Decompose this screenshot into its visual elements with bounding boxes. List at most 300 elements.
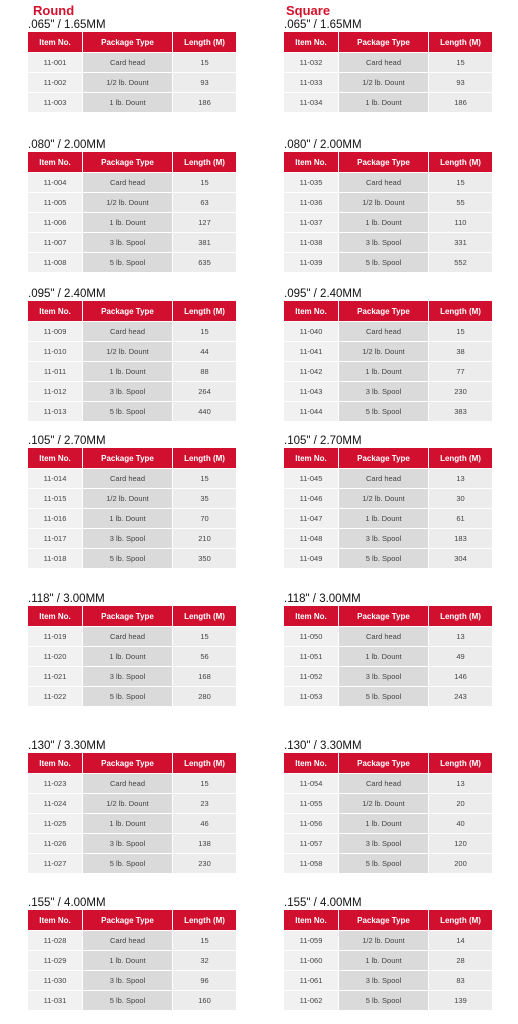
item-no-cell: 11-035	[284, 172, 338, 192]
table-row	[284, 172, 492, 192]
length-cell: 32	[173, 950, 236, 970]
length-header: Length (M)	[429, 448, 492, 468]
item-no-header: Item No.	[28, 152, 82, 172]
package-type-cell: 1/2 lb. Dount	[83, 793, 172, 813]
package-type-cell: 5 lb. Spool	[83, 990, 172, 1010]
package-type-cell: 1 lb. Dount	[83, 950, 172, 970]
table-row	[284, 72, 492, 92]
size-label: .118" / 3.00MM	[284, 593, 361, 605]
length-cell: 38	[429, 341, 492, 361]
table-row	[284, 488, 492, 508]
table-row	[284, 666, 492, 686]
length-cell: 77	[429, 361, 492, 381]
package-type-cell: Card head	[83, 773, 172, 793]
item-no-header: Item No.	[284, 152, 338, 172]
package-type-header: Package Type	[339, 448, 428, 468]
length-cell: 264	[173, 381, 236, 401]
table-row	[28, 646, 236, 666]
item-no-header: Item No.	[28, 753, 82, 773]
square-section-3	[284, 435, 492, 568]
package-type-cell: Card head	[83, 626, 172, 646]
table-row	[28, 853, 236, 873]
table-row	[284, 773, 492, 793]
package-type-header: Package Type	[339, 152, 428, 172]
item-no-cell: 11-005	[28, 192, 82, 212]
item-no-cell: 11-007	[28, 232, 82, 252]
length-header: Length (M)	[173, 152, 236, 172]
length-cell: 15	[429, 321, 492, 341]
table-row	[28, 252, 236, 272]
length-cell: 243	[429, 686, 492, 706]
package-type-header: Package Type	[339, 910, 428, 930]
package-type-cell: 1 lb. Dount	[83, 212, 172, 232]
length-cell: 15	[173, 626, 236, 646]
package-type-cell: 1/2 lb. Dount	[339, 930, 428, 950]
table-row	[28, 381, 236, 401]
item-no-header: Item No.	[284, 301, 338, 321]
item-no-cell: 11-012	[28, 381, 82, 401]
square-section-6	[284, 897, 492, 1010]
table-row	[284, 548, 492, 568]
table-row	[284, 930, 492, 950]
package-type-cell: 3 lb. Spool	[83, 381, 172, 401]
item-no-cell: 11-042	[284, 361, 338, 381]
package-type-cell: 5 lb. Spool	[83, 686, 172, 706]
square-section-4	[284, 593, 492, 706]
item-no-cell: 11-062	[284, 990, 338, 1010]
item-no-cell: 11-020	[28, 646, 82, 666]
package-type-cell: 1/2 lb. Dount	[339, 488, 428, 508]
table-row	[28, 548, 236, 568]
item-no-cell: 11-054	[284, 773, 338, 793]
square-section-0	[284, 19, 492, 112]
table-row	[284, 341, 492, 361]
table-header-row	[28, 301, 236, 321]
length-cell: 15	[173, 930, 236, 950]
item-no-cell: 11-001	[28, 52, 82, 72]
size-label: .065" / 1.65MM	[284, 19, 362, 31]
length-cell: 13	[429, 468, 492, 488]
item-no-cell: 11-036	[284, 192, 338, 212]
spec-table	[283, 910, 493, 1010]
table-row	[284, 853, 492, 873]
length-cell: 183	[429, 528, 492, 548]
package-type-cell: Card head	[83, 930, 172, 950]
package-type-cell: Card head	[339, 321, 428, 341]
item-no-cell: 11-030	[28, 970, 82, 990]
item-no-cell: 11-009	[28, 321, 82, 341]
table-row	[284, 950, 492, 970]
length-cell: 14	[429, 930, 492, 950]
package-type-cell: 5 lb. Spool	[83, 401, 172, 421]
package-type-header: Package Type	[83, 32, 172, 52]
square-section-2	[284, 288, 492, 421]
item-no-cell: 11-008	[28, 252, 82, 272]
table-row	[28, 401, 236, 421]
length-cell: 383	[429, 401, 492, 421]
length-cell: 46	[173, 813, 236, 833]
spec-table	[283, 152, 493, 272]
package-type-cell: Card head	[83, 172, 172, 192]
spec-table	[283, 301, 493, 421]
length-header: Length (M)	[429, 301, 492, 321]
size-label: .065" / 1.65MM	[28, 19, 106, 31]
package-type-cell: 3 lb. Spool	[83, 970, 172, 990]
length-header: Length (M)	[173, 910, 236, 930]
item-no-cell: 11-049	[284, 548, 338, 568]
table-row	[28, 970, 236, 990]
length-cell: 20	[429, 793, 492, 813]
package-type-cell: 5 lb. Spool	[339, 401, 428, 421]
length-cell: 49	[429, 646, 492, 666]
table-row	[28, 508, 236, 528]
length-cell: 15	[173, 52, 236, 72]
length-cell: 127	[173, 212, 236, 232]
spec-table	[27, 32, 237, 112]
package-type-cell: 5 lb. Spool	[83, 853, 172, 873]
package-type-cell: 5 lb. Spool	[83, 252, 172, 272]
length-cell: 56	[173, 646, 236, 666]
length-cell: 23	[173, 793, 236, 813]
length-cell: 304	[429, 548, 492, 568]
package-type-cell: 3 lb. Spool	[83, 666, 172, 686]
item-no-cell: 11-027	[28, 853, 82, 873]
spec-table	[27, 301, 237, 421]
table-row	[28, 950, 236, 970]
package-type-cell: 5 lb. Spool	[339, 686, 428, 706]
package-type-cell: 3 lb. Spool	[339, 528, 428, 548]
item-no-cell: 11-058	[284, 853, 338, 873]
item-no-cell: 11-045	[284, 468, 338, 488]
package-type-cell: 1 lb. Dount	[83, 508, 172, 528]
package-type-cell: 3 lb. Spool	[339, 232, 428, 252]
package-type-cell: 1/2 lb. Dount	[83, 192, 172, 212]
item-no-cell: 11-037	[284, 212, 338, 232]
length-cell: 30	[429, 488, 492, 508]
table-row	[28, 212, 236, 232]
item-no-cell: 11-013	[28, 401, 82, 421]
table-row	[284, 401, 492, 421]
item-no-cell: 11-056	[284, 813, 338, 833]
size-label: .118" / 3.00MM	[28, 593, 105, 605]
table-header-row	[28, 32, 236, 52]
square-heading: Square	[286, 3, 331, 18]
length-cell: 96	[173, 970, 236, 990]
item-no-cell: 11-059	[284, 930, 338, 950]
length-cell: 160	[173, 990, 236, 1010]
table-row	[284, 232, 492, 252]
table-row	[28, 52, 236, 72]
package-type-header: Package Type	[83, 152, 172, 172]
length-cell: 15	[173, 468, 236, 488]
table-row	[284, 192, 492, 212]
size-label: .105" / 2.70MM	[28, 435, 106, 447]
item-no-cell: 11-034	[284, 92, 338, 112]
package-type-header: Package Type	[83, 301, 172, 321]
item-no-header: Item No.	[284, 606, 338, 626]
spec-table	[283, 448, 493, 568]
length-cell: 13	[429, 773, 492, 793]
package-type-cell: 3 lb. Spool	[83, 232, 172, 252]
table-row	[284, 92, 492, 112]
item-no-cell: 11-057	[284, 833, 338, 853]
package-type-header: Package Type	[83, 910, 172, 930]
length-cell: 15	[429, 52, 492, 72]
table-row	[28, 626, 236, 646]
item-no-header: Item No.	[284, 753, 338, 773]
length-cell: 15	[173, 321, 236, 341]
item-no-cell: 11-011	[28, 361, 82, 381]
package-type-cell: 3 lb. Spool	[339, 381, 428, 401]
package-type-cell: 1/2 lb. Dount	[83, 341, 172, 361]
package-type-cell: Card head	[339, 172, 428, 192]
item-no-cell: 11-050	[284, 626, 338, 646]
size-label: .105" / 2.70MM	[284, 435, 362, 447]
round-section-1	[28, 139, 236, 272]
size-label: .080" / 2.00MM	[28, 139, 106, 151]
round-section-0	[28, 19, 236, 112]
round-section-6	[28, 897, 236, 1010]
package-type-cell: 1 lb. Dount	[339, 646, 428, 666]
package-type-cell: 1 lb. Dount	[83, 92, 172, 112]
item-no-cell: 11-043	[284, 381, 338, 401]
package-type-cell: Card head	[83, 52, 172, 72]
item-no-header: Item No.	[28, 301, 82, 321]
length-cell: 381	[173, 232, 236, 252]
length-cell: 13	[429, 626, 492, 646]
table-row	[28, 341, 236, 361]
size-label: .155" / 4.00MM	[284, 897, 362, 909]
package-type-header: Package Type	[339, 32, 428, 52]
package-type-cell: 3 lb. Spool	[339, 666, 428, 686]
package-type-header: Package Type	[83, 448, 172, 468]
package-type-header: Package Type	[339, 606, 428, 626]
item-no-cell: 11-033	[284, 72, 338, 92]
item-no-cell: 11-041	[284, 341, 338, 361]
table-row	[28, 92, 236, 112]
spec-table	[283, 606, 493, 706]
item-no-cell: 11-010	[28, 341, 82, 361]
length-cell: 83	[429, 970, 492, 990]
length-cell: 55	[429, 192, 492, 212]
item-no-header: Item No.	[284, 910, 338, 930]
length-cell: 110	[429, 212, 492, 232]
table-header-row	[28, 606, 236, 626]
table-row	[28, 232, 236, 252]
length-cell: 15	[173, 172, 236, 192]
table-row	[284, 793, 492, 813]
package-type-cell: 1/2 lb. Dount	[339, 72, 428, 92]
length-cell: 635	[173, 252, 236, 272]
table-row	[28, 468, 236, 488]
item-no-cell: 11-044	[284, 401, 338, 421]
item-no-header: Item No.	[28, 32, 82, 52]
table-row	[28, 488, 236, 508]
length-cell: 63	[173, 192, 236, 212]
length-cell: 186	[173, 92, 236, 112]
table-header-row	[284, 606, 492, 626]
length-header: Length (M)	[429, 152, 492, 172]
item-no-cell: 11-038	[284, 232, 338, 252]
size-label: .155" / 4.00MM	[28, 897, 106, 909]
length-cell: 350	[173, 548, 236, 568]
table-row	[284, 468, 492, 488]
item-no-cell: 11-003	[28, 92, 82, 112]
package-type-cell: 1 lb. Dount	[339, 950, 428, 970]
item-no-cell: 11-026	[28, 833, 82, 853]
table-row	[284, 970, 492, 990]
item-no-cell: 11-053	[284, 686, 338, 706]
item-no-cell: 11-014	[28, 468, 82, 488]
table-row	[284, 321, 492, 341]
length-cell: 93	[173, 72, 236, 92]
length-cell: 15	[173, 773, 236, 793]
package-type-cell: 3 lb. Spool	[339, 970, 428, 990]
spec-table	[27, 448, 237, 568]
item-no-cell: 11-039	[284, 252, 338, 272]
package-type-cell: 1/2 lb. Dount	[339, 341, 428, 361]
table-header-row	[284, 152, 492, 172]
length-cell: 168	[173, 666, 236, 686]
length-header: Length (M)	[173, 606, 236, 626]
length-cell: 230	[429, 381, 492, 401]
package-type-cell: 3 lb. Spool	[83, 833, 172, 853]
length-cell: 70	[173, 508, 236, 528]
package-type-cell: Card head	[83, 468, 172, 488]
item-no-cell: 11-060	[284, 950, 338, 970]
package-type-cell: 3 lb. Spool	[339, 833, 428, 853]
package-type-cell: 1 lb. Dount	[339, 212, 428, 232]
item-no-cell: 11-032	[284, 52, 338, 72]
length-cell: 44	[173, 341, 236, 361]
table-row	[28, 528, 236, 548]
package-type-cell: 1 lb. Dount	[339, 508, 428, 528]
table-header-row	[28, 753, 236, 773]
spec-table	[283, 32, 493, 112]
round-section-3	[28, 435, 236, 568]
table-row	[28, 930, 236, 950]
length-cell: 200	[429, 853, 492, 873]
item-no-cell: 11-040	[284, 321, 338, 341]
item-no-cell: 11-024	[28, 793, 82, 813]
length-header: Length (M)	[429, 32, 492, 52]
spec-table	[27, 910, 237, 1010]
package-type-header: Package Type	[339, 753, 428, 773]
package-type-cell: 5 lb. Spool	[339, 853, 428, 873]
package-type-cell: 1/2 lb. Dount	[339, 793, 428, 813]
length-cell: 331	[429, 232, 492, 252]
length-cell: 28	[429, 950, 492, 970]
item-no-header: Item No.	[28, 606, 82, 626]
length-header: Length (M)	[173, 32, 236, 52]
table-row	[284, 833, 492, 853]
item-no-header: Item No.	[284, 448, 338, 468]
item-no-cell: 11-048	[284, 528, 338, 548]
package-type-cell: 1 lb. Dount	[83, 646, 172, 666]
table-header-row	[28, 152, 236, 172]
item-no-header: Item No.	[284, 32, 338, 52]
table-row	[284, 252, 492, 272]
table-row	[284, 813, 492, 833]
package-type-cell: Card head	[339, 52, 428, 72]
item-no-cell: 11-023	[28, 773, 82, 793]
item-no-header: Item No.	[28, 448, 82, 468]
table-row	[284, 646, 492, 666]
table-row	[28, 72, 236, 92]
table-row	[28, 361, 236, 381]
item-no-cell: 11-019	[28, 626, 82, 646]
length-cell: 35	[173, 488, 236, 508]
item-no-cell: 11-055	[284, 793, 338, 813]
package-type-cell: 1/2 lb. Dount	[339, 192, 428, 212]
length-cell: 280	[173, 686, 236, 706]
length-header: Length (M)	[429, 753, 492, 773]
item-no-cell: 11-022	[28, 686, 82, 706]
size-label: .095" / 2.40MM	[284, 288, 362, 300]
item-no-cell: 11-029	[28, 950, 82, 970]
package-type-cell: Card head	[339, 773, 428, 793]
table-row	[284, 686, 492, 706]
item-no-cell: 11-046	[284, 488, 338, 508]
package-type-cell: 1 lb. Dount	[339, 361, 428, 381]
length-cell: 230	[173, 853, 236, 873]
table-row	[284, 381, 492, 401]
length-header: Length (M)	[429, 910, 492, 930]
table-header-row	[284, 32, 492, 52]
item-no-header: Item No.	[28, 910, 82, 930]
table-header-row	[284, 301, 492, 321]
table-row	[28, 192, 236, 212]
round-section-4	[28, 593, 236, 706]
table-row	[284, 626, 492, 646]
table-row	[284, 990, 492, 1010]
item-no-cell: 11-061	[284, 970, 338, 990]
package-type-cell: 5 lb. Spool	[339, 252, 428, 272]
item-no-cell: 11-052	[284, 666, 338, 686]
size-label: .130" / 3.30MM	[284, 740, 362, 752]
spec-table	[27, 606, 237, 706]
item-no-cell: 11-006	[28, 212, 82, 232]
item-no-cell: 11-031	[28, 990, 82, 1010]
package-type-header: Package Type	[83, 753, 172, 773]
table-row	[28, 666, 236, 686]
package-type-cell: Card head	[339, 468, 428, 488]
length-cell: 139	[429, 990, 492, 1010]
package-type-cell: 5 lb. Spool	[339, 548, 428, 568]
item-no-cell: 11-002	[28, 72, 82, 92]
length-cell: 61	[429, 508, 492, 528]
table-row	[284, 52, 492, 72]
length-cell: 138	[173, 833, 236, 853]
item-no-cell: 11-015	[28, 488, 82, 508]
table-row	[284, 528, 492, 548]
package-type-cell: 1 lb. Dount	[339, 813, 428, 833]
item-no-cell: 11-018	[28, 548, 82, 568]
table-header-row	[284, 910, 492, 930]
length-cell: 15	[429, 172, 492, 192]
length-cell: 88	[173, 361, 236, 381]
round-heading: Round	[33, 3, 75, 18]
package-type-cell: 5 lb. Spool	[83, 548, 172, 568]
table-header-row	[28, 448, 236, 468]
item-no-cell: 11-025	[28, 813, 82, 833]
table-row	[28, 833, 236, 853]
size-label: .130" / 3.30MM	[28, 740, 106, 752]
spec-table	[27, 753, 237, 873]
square-section-1	[284, 139, 492, 272]
item-no-cell: 11-047	[284, 508, 338, 528]
length-cell: 40	[429, 813, 492, 833]
